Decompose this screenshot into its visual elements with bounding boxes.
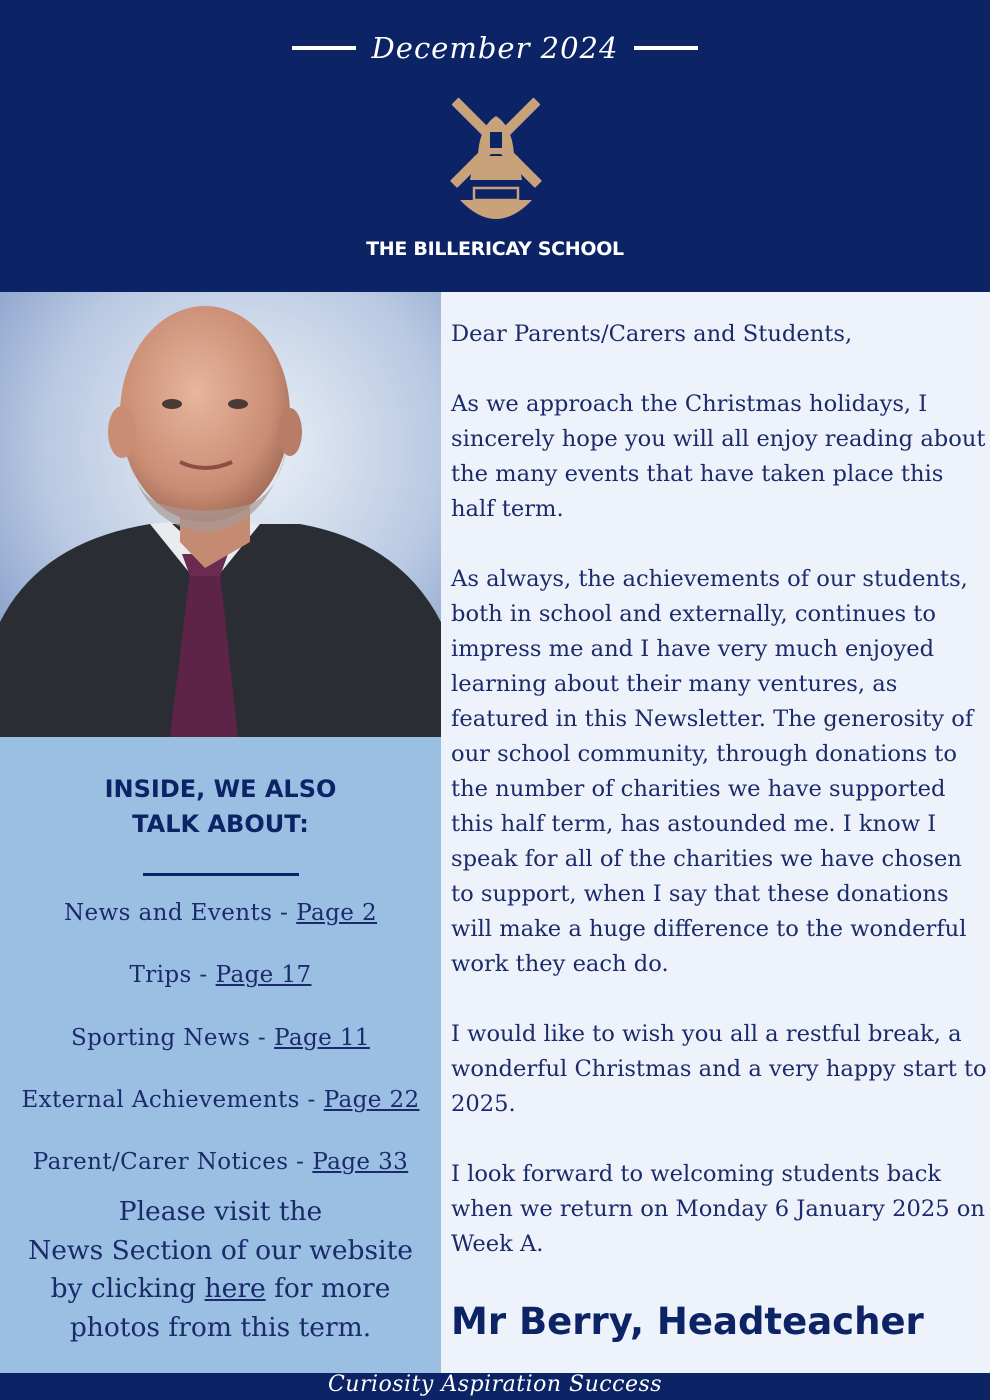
contents-heading: INSIDE, WE ALSO TALK ABOUT: — [104, 775, 337, 838]
page-link[interactable]: Page 33 — [312, 1149, 409, 1176]
list-item: External Achievements - Page 22 — [21, 1087, 420, 1114]
windmill-icon — [440, 92, 552, 228]
letter-paragraph: I look forward to welcoming students back when we return on Monday 6 January 2025 on Week A. — [451, 1161, 985, 1257]
letter-signoff: Mr Berry, Headteacher — [451, 1300, 924, 1343]
header-banner — [0, 0, 990, 292]
date-row — [0, 26, 990, 70]
page-link[interactable]: Page 2 — [296, 900, 378, 927]
letter-paragraph: As we approach the Christmas holidays, I sincerely hope you will all enjoy reading about the many events that have taken place this half term. — [451, 391, 986, 522]
website-link[interactable]: here — [204, 1273, 266, 1304]
headteacher-letter — [451, 317, 990, 1262]
page-link[interactable]: Page 22 — [323, 1087, 420, 1114]
footer-banner — [0, 1373, 990, 1400]
list-item: Parent/Carer Notices - Page 33 — [32, 1149, 409, 1176]
letter-paragraph: As always, the achievements of our students, both in school and externally, continues to impress me and I have very much enjoyed learning about their many ventures, as featured in this Newsletter. The generosity of our school community, through donations to the number of charities we have supported this half term, has astounded me. I know I speak for all of the charities we have chosen to support, when I say that these donations will make a huge difference to the wonderful work they each do. — [451, 566, 974, 977]
school-motto: Curiosity Aspiration Success — [327, 1372, 663, 1397]
page-link[interactable]: Page 17 — [215, 962, 312, 989]
headteacher-photo — [0, 292, 441, 737]
page-link[interactable]: Page 11 — [274, 1024, 370, 1051]
divider — [634, 46, 698, 50]
contents-list — [0, 882, 441, 1193]
letter-paragraph: I would like to wish you all a restful break, a wonderful Christmas and a very happy start to 2025. — [451, 1021, 987, 1117]
issue-date: December 2024 — [371, 31, 619, 65]
divider — [292, 46, 356, 50]
website-note: Please visit the News Section of our website by clicking here for more photos from this term. — [28, 1196, 413, 1343]
letter-greeting: Dear Parents/Carers and Students, — [451, 321, 853, 347]
school-name: THE BILLERICAY SCHOOL — [366, 238, 624, 260]
divider — [143, 873, 299, 876]
list-item: Trips - Page 17 — [129, 962, 312, 989]
list-item: News and Events - Page 2 — [63, 900, 378, 927]
list-item: Sporting News - Page 11 — [71, 1024, 370, 1051]
